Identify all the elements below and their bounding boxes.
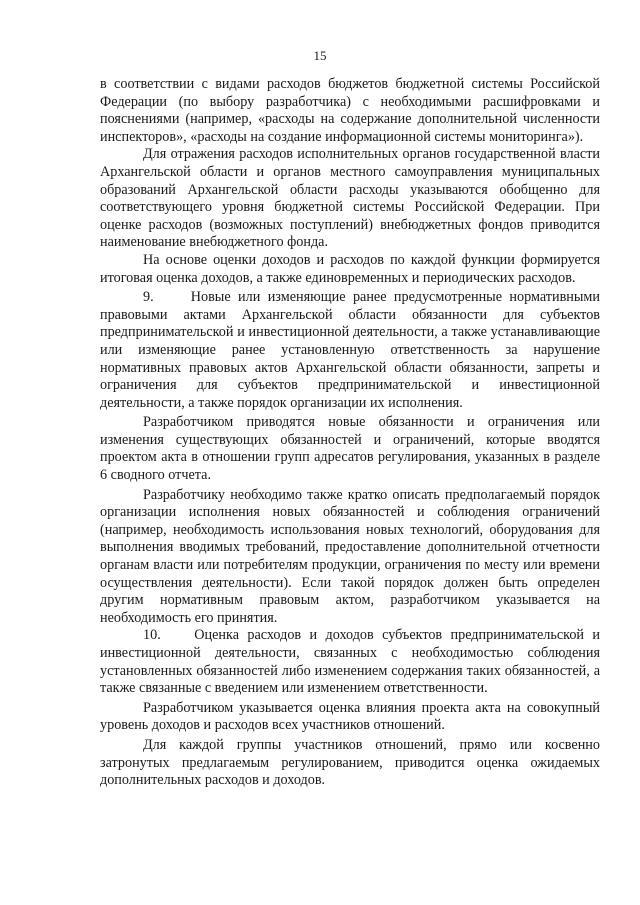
paragraph-expense-reflection: Для отражения расходов исполнительных органов государственной власти Архангельской области и органов местного самоуправления муниципальных образований Архангельской области расходы указываются обобщенно для соответствующего уровня бюджетной системы Российской Федерации. При оценке расходов (возможных поступлений) внебюджетных фондов приводится наименование внебюджетного фонда. [100,146,600,251]
paragraph-continuation: в соответствии с видами расходов бюджетов бюджетной системы Российской Федерации (по выбору разработчика) с необходимыми расшифровками и пояснениями (например, «расходы на содержание дополнительной численности инспекторов», «расходы на создание информационной системы мониторинга»). [100,76,600,145]
paragraph-implementation-order: Разработчику необходимо также кратко описать предполагаемый порядок организации исполнения новых обязанностей и соблюдения ограничений (например, необходимость использования новых технологий, оборудования для выполнения вводимых требований, предоставление дополнительной отчетности органам власти или потребителям продукции, ограничения по месту или времени осуществления деятельности). Если такой порядок должен быть определен другим нормативным правовым актом, разработчиком указывается на необходимость его принятия. [100,486,600,626]
paragraph-impact-assessment: Разработчиком указывается оценка влияния проекта акта на совокупный уровень доходов и расходов всех участников отношений. [100,699,600,734]
document-body [100,76,600,790]
section-9-heading: 9. Новые или изменяющие ранее предусмотренные нормативными правовыми актами Архангельской области обязанности для субъектов предпринимательской и инвестиционной деятельности, а также устанавливающие или изменяющие ранее установленную ответственность за нарушение нормативных правовых актов Архангельской области обязанности, запреты и ограничения для субъектов предпринимательской и инвестиционной деятельности, а также порядок организации их исполнения. [100,289,600,411]
page-number: 15 [313,48,327,63]
paragraph-group-assessment: Для каждой группы участников отношений, прямо или косвенно затронутых предлагаемым регулированием, приводится оценка ожидаемых дополнительных расходов и доходов. [100,736,600,789]
paragraph-new-obligations: Разработчиком приводятся новые обязанности и ограничения или изменения существующих обязанностей и ограничений, которые вводятся проектом акта в отношении групп адресатов регулирования, указанных в разделе 6 сводного отчета. [100,414,600,484]
paragraph-final-assessment: На основе оценки доходов и расходов по каждой функции формируется итоговая оценка доходов, а также единовременных и периодических расходов. [100,251,600,286]
section-10-heading: 10. Оценка расходов и доходов субъектов предпринимательской и инвестиционной деятельности, связанных с необходимостью соблюдения установленных обязанностей либо изменением содержания таких обязанностей, а также связанные с введением или изменением ответственности. [100,627,600,697]
